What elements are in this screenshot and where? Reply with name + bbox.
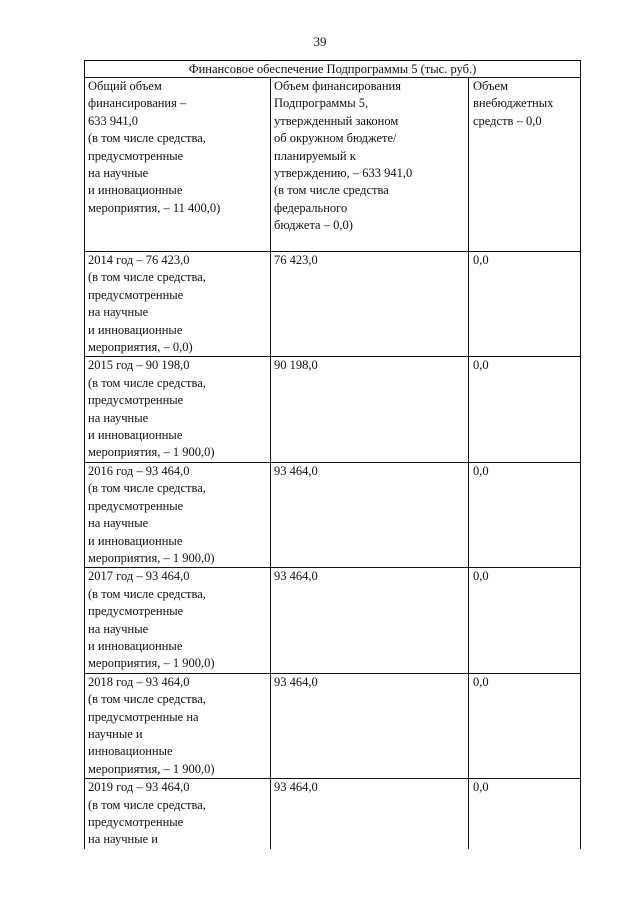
extrabudgetary-value-cell: 0,0 bbox=[469, 779, 581, 849]
year-total-line: и инновационные bbox=[88, 533, 183, 548]
table-header-row bbox=[85, 78, 581, 252]
year-total-line: мероприятия, – 1 900,0) bbox=[88, 550, 215, 565]
year-total-line: предусмотренные bbox=[88, 287, 184, 302]
page-number: 39 bbox=[313, 34, 327, 49]
header-col2-line: об окружном бюджете/ bbox=[274, 131, 397, 146]
table-row-2016 bbox=[85, 462, 581, 567]
header-col1-line: Общий объем bbox=[88, 79, 162, 93]
year-total-line: 2014 год – 76 423,0 bbox=[88, 253, 190, 267]
year-total-line: мероприятия, – 1 900,0) bbox=[88, 656, 215, 671]
header-col2-line: Объем финансирования bbox=[274, 79, 401, 93]
header-col2-line: утверждению, – 633 941,0 bbox=[274, 166, 413, 181]
year-total-line: предусмотренные bbox=[88, 815, 184, 829]
budget-value-cell: 93 464,0 bbox=[271, 462, 469, 567]
year-total-line: на научные bbox=[88, 410, 149, 425]
year-total-line: научные и bbox=[88, 726, 143, 741]
header-col1-line: (в том числе средства, bbox=[88, 131, 206, 146]
year-total-line: мероприятия, – 1 900,0) bbox=[88, 761, 215, 776]
header-total-funding bbox=[85, 78, 271, 252]
budget-value-cell: 76 423,0 bbox=[271, 252, 469, 357]
header-col1-line: предусмотренные bbox=[88, 148, 184, 163]
header-col1-line: и инновационные bbox=[88, 183, 183, 198]
header-extrabudgetary bbox=[469, 78, 581, 252]
header-col2-line: утвержденный законом bbox=[274, 113, 399, 128]
year-total-cell bbox=[85, 252, 271, 357]
budget-value-cell: 93 464,0 bbox=[271, 779, 469, 849]
header-col1-line: мероприятия, – 11 400,0) bbox=[88, 200, 221, 215]
header-col3-line: внебюджетных bbox=[473, 96, 554, 111]
table-row-2015 bbox=[85, 357, 581, 462]
table-row-2018 bbox=[85, 673, 581, 778]
year-total-cell bbox=[85, 357, 271, 462]
header-col1-line: 633 941,0 bbox=[88, 113, 138, 128]
year-total-line: инновационные bbox=[88, 744, 173, 759]
year-total-line: (в том числе средства, bbox=[88, 586, 206, 601]
year-total-line: (в том числе средства, bbox=[88, 481, 206, 496]
table-title: Финансовое обеспечение Подпрограммы 5 (тыс. руб.) bbox=[85, 61, 581, 78]
financing-table bbox=[84, 60, 581, 849]
year-total-line: мероприятия, – 0,0) bbox=[88, 340, 193, 355]
year-total-line: предусмотренные bbox=[88, 498, 184, 513]
year-total-line: 2018 год – 93 464,0 bbox=[88, 674, 190, 689]
extrabudgetary-value-cell: 0,0 bbox=[469, 357, 581, 462]
year-total-cell bbox=[85, 779, 271, 849]
header-col2-line: бюджета – 0,0) bbox=[274, 218, 353, 233]
header-col3-line: средств – 0,0 bbox=[473, 113, 542, 128]
table-title-row bbox=[85, 61, 581, 78]
header-col2-line: Подпрограммы 5, bbox=[274, 96, 369, 111]
header-col2-line: планируемый к bbox=[274, 148, 356, 163]
header-col1-line: финансирования – bbox=[88, 96, 187, 111]
year-total-line: на научные и bbox=[88, 832, 158, 847]
year-total-line: (в том числе средства, bbox=[88, 692, 206, 707]
extrabudgetary-value-cell: 0,0 bbox=[469, 252, 581, 357]
year-total-line: 2019 год – 93 464,0 bbox=[88, 780, 190, 795]
year-total-line: на научные bbox=[88, 305, 149, 320]
year-total-line: 2016 год – 93 464,0 bbox=[88, 463, 190, 478]
year-total-line: и инновационные bbox=[88, 428, 183, 443]
budget-value-cell: 93 464,0 bbox=[271, 568, 469, 673]
extrabudgetary-value-cell: 0,0 bbox=[469, 568, 581, 673]
table-row-2019 bbox=[85, 779, 581, 849]
year-total-cell bbox=[85, 568, 271, 673]
year-total-cell bbox=[85, 462, 271, 567]
year-total-line: предусмотренные на bbox=[88, 709, 199, 724]
year-total-line: и инновационные bbox=[88, 638, 183, 653]
table-row-2014 bbox=[85, 252, 581, 357]
header-col2-line: (в том числе средства bbox=[274, 183, 389, 198]
year-total-cell bbox=[85, 673, 271, 778]
year-total-line: (в том числе средства, bbox=[88, 797, 206, 812]
header-col2-line: федерального bbox=[274, 200, 348, 215]
header-col1-line: на научные bbox=[88, 166, 149, 181]
table-row-2017 bbox=[85, 568, 581, 673]
year-total-line: на научные bbox=[88, 621, 149, 636]
budget-value-cell: 90 198,0 bbox=[271, 357, 469, 462]
budget-value-cell: 93 464,0 bbox=[271, 673, 469, 778]
year-total-line: предусмотренные bbox=[88, 604, 184, 619]
header-budget-funding bbox=[271, 78, 469, 252]
year-total-line: 2017 год – 93 464,0 bbox=[88, 569, 190, 584]
year-total-line: (в том числе средства, bbox=[88, 270, 206, 285]
year-total-line: мероприятия, – 1 900,0) bbox=[88, 445, 215, 460]
header-col3-line: Объем bbox=[473, 79, 508, 93]
year-total-line: предусмотренные bbox=[88, 393, 184, 408]
extrabudgetary-value-cell: 0,0 bbox=[469, 673, 581, 778]
year-total-line: и инновационные bbox=[88, 322, 183, 337]
extrabudgetary-value-cell: 0,0 bbox=[469, 462, 581, 567]
year-total-line: (в том числе средства, bbox=[88, 375, 206, 390]
year-total-line: на научные bbox=[88, 516, 149, 531]
year-total-line: 2015 год – 90 198,0 bbox=[88, 358, 190, 373]
